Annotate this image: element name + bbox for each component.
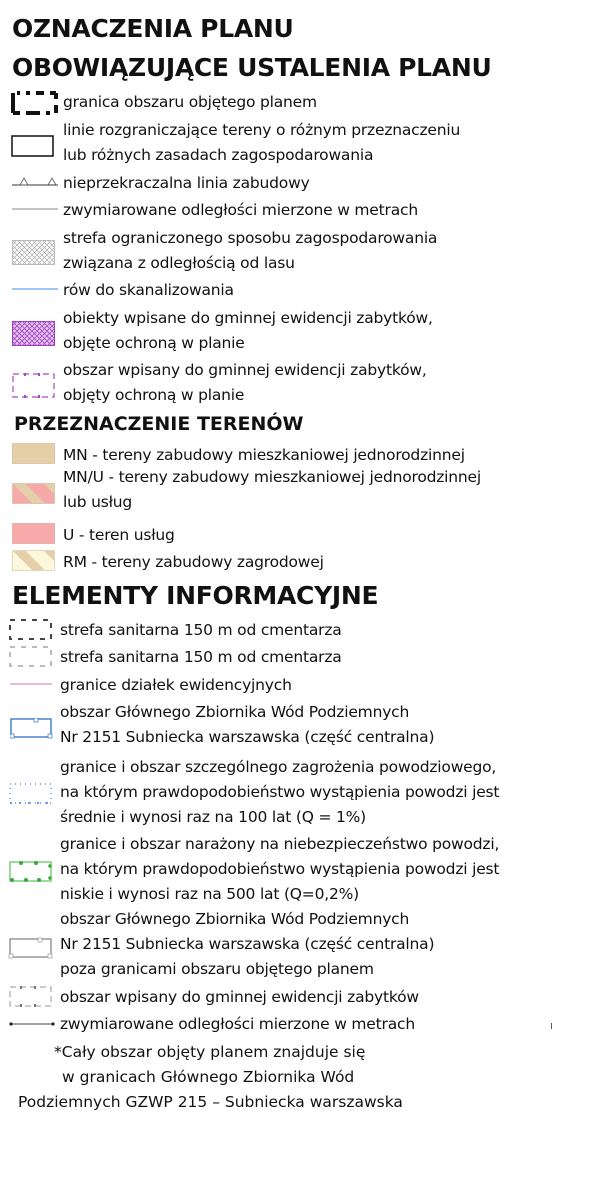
legend-text: granica obszaru objętego planem xyxy=(63,93,317,111)
legend-text: na którym prawdopodobieństwo wystąpienia powodzi jest xyxy=(60,860,500,878)
parcel-boundary-icon xyxy=(8,679,54,689)
legend-title: OZNACZENIA PLANU xyxy=(12,14,294,43)
dimension-line-icon xyxy=(10,204,60,214)
monument-area-icon xyxy=(12,373,56,399)
legend-text: granice i obszar narażony na niebezpieczeństwo powodzi, xyxy=(60,835,500,853)
legend-text: na którym prawdopodobieństwo wystąpienia powodzi jest xyxy=(60,783,500,801)
legend-text: obszar wpisany do gminnej ewidencji zabytków, xyxy=(63,361,427,379)
legend-text: obszar Głównego Zbiornika Wód Podziemnych xyxy=(60,910,410,928)
dividing-lines-icon xyxy=(10,134,56,158)
monument-area-gray-icon xyxy=(8,985,54,1009)
legend-text: linie rozgraniczające tereny o różnym przeznaczeniu xyxy=(63,121,461,139)
monument-objects-icon xyxy=(12,321,56,347)
legend-text: rów do skanalizowania xyxy=(63,281,234,299)
legend-text: średnie i wynosi raz na 100 lat (Q = 1%) xyxy=(60,808,367,826)
legend-text: strefa sanitarna 150 m od cmentarza xyxy=(60,621,342,639)
legend-text: MN - tereny zabudowy mieszkaniowej jednorodzinnej xyxy=(63,446,465,464)
legend-text: RM - tereny zabudowy zagrodowej xyxy=(63,553,324,571)
dimension-line-dots-icon xyxy=(8,1019,56,1029)
legend-text: obiekty wpisane do gminnej ewidencji zabytków, xyxy=(63,309,433,327)
section-heading-land-use: PRZEZNACZENIE TERENÓW xyxy=(14,413,304,435)
legend-text: MN/U - tereny zabudowy mieszkaniowej jednorodzinnej xyxy=(63,468,481,486)
u-swatch-icon xyxy=(12,523,56,545)
flood-100-icon xyxy=(8,782,54,806)
mnu-swatch-icon xyxy=(12,483,56,505)
legend-text: granice działek ewidencyjnych xyxy=(60,676,292,694)
legend-text: lub różnych zasadach zagospodarowania xyxy=(63,146,374,164)
building-line-icon xyxy=(10,174,60,188)
section-heading-binding: OBOWIĄZUJĄCE USTALENIA PLANU xyxy=(12,53,492,82)
forest-zone-hatch-icon xyxy=(12,240,56,266)
legend-text: granice i obszar szczególnego zagrożenia powodziowego, xyxy=(60,758,497,776)
plan-boundary-icon xyxy=(10,91,60,115)
legend-text: obszar Głównego Zbiornika Wód Podziemnych xyxy=(60,703,410,721)
legend-text: obszar wpisany do gminnej ewidencji zabytków xyxy=(60,988,419,1006)
footnote-line: *Cały obszar objęty planem znajduje się xyxy=(54,1043,366,1061)
mn-swatch-icon xyxy=(12,443,56,465)
legend-text: poza granicami obszaru objętego planem xyxy=(60,960,374,978)
stray-mark xyxy=(551,1023,552,1029)
legend-text: Nr 2151 Subniecka warszawska (część centralna) xyxy=(60,935,435,953)
legend-text: zwymiarowane odległości mierzone w metrach xyxy=(60,1015,415,1033)
sanitary-zone-dark-icon xyxy=(8,618,54,642)
legend-text: objęte ochroną w planie xyxy=(63,334,245,352)
gzwp-blue-icon xyxy=(10,718,54,740)
legend-text: objęty ochroną w planie xyxy=(63,386,245,404)
legend-text: związana z odległością od lasu xyxy=(63,254,295,272)
legend-text: zwymiarowane odległości mierzone w metrach xyxy=(63,201,418,219)
footnote-line: Podziemnych GZWP 215 – Subniecka warszawska xyxy=(18,1093,403,1111)
legend-text: U - teren usług xyxy=(63,526,175,544)
sanitary-zone-light-icon xyxy=(8,645,54,669)
flood-500-icon xyxy=(8,860,54,884)
ditch-line-icon xyxy=(10,284,60,294)
rm-swatch-icon xyxy=(12,550,56,572)
legend-text: nieprzekraczalna linia zabudowy xyxy=(63,174,310,192)
legend-text: lub usług xyxy=(63,493,133,511)
footnote-line: w granicach Głównego Zbiornika Wód xyxy=(62,1068,355,1086)
gzwp-gray-icon xyxy=(8,937,54,961)
legend-text: strefa ograniczonego sposobu zagospodarowania xyxy=(63,229,438,247)
legend-text: Nr 2151 Subniecka warszawska (część centralna) xyxy=(60,728,435,746)
legend-text: niskie i wynosi raz na 500 lat (Q=0,2%) xyxy=(60,885,360,903)
legend-text: strefa sanitarna 150 m od cmentarza xyxy=(60,648,342,666)
section-heading-info: ELEMENTY INFORMACYJNE xyxy=(12,581,379,610)
